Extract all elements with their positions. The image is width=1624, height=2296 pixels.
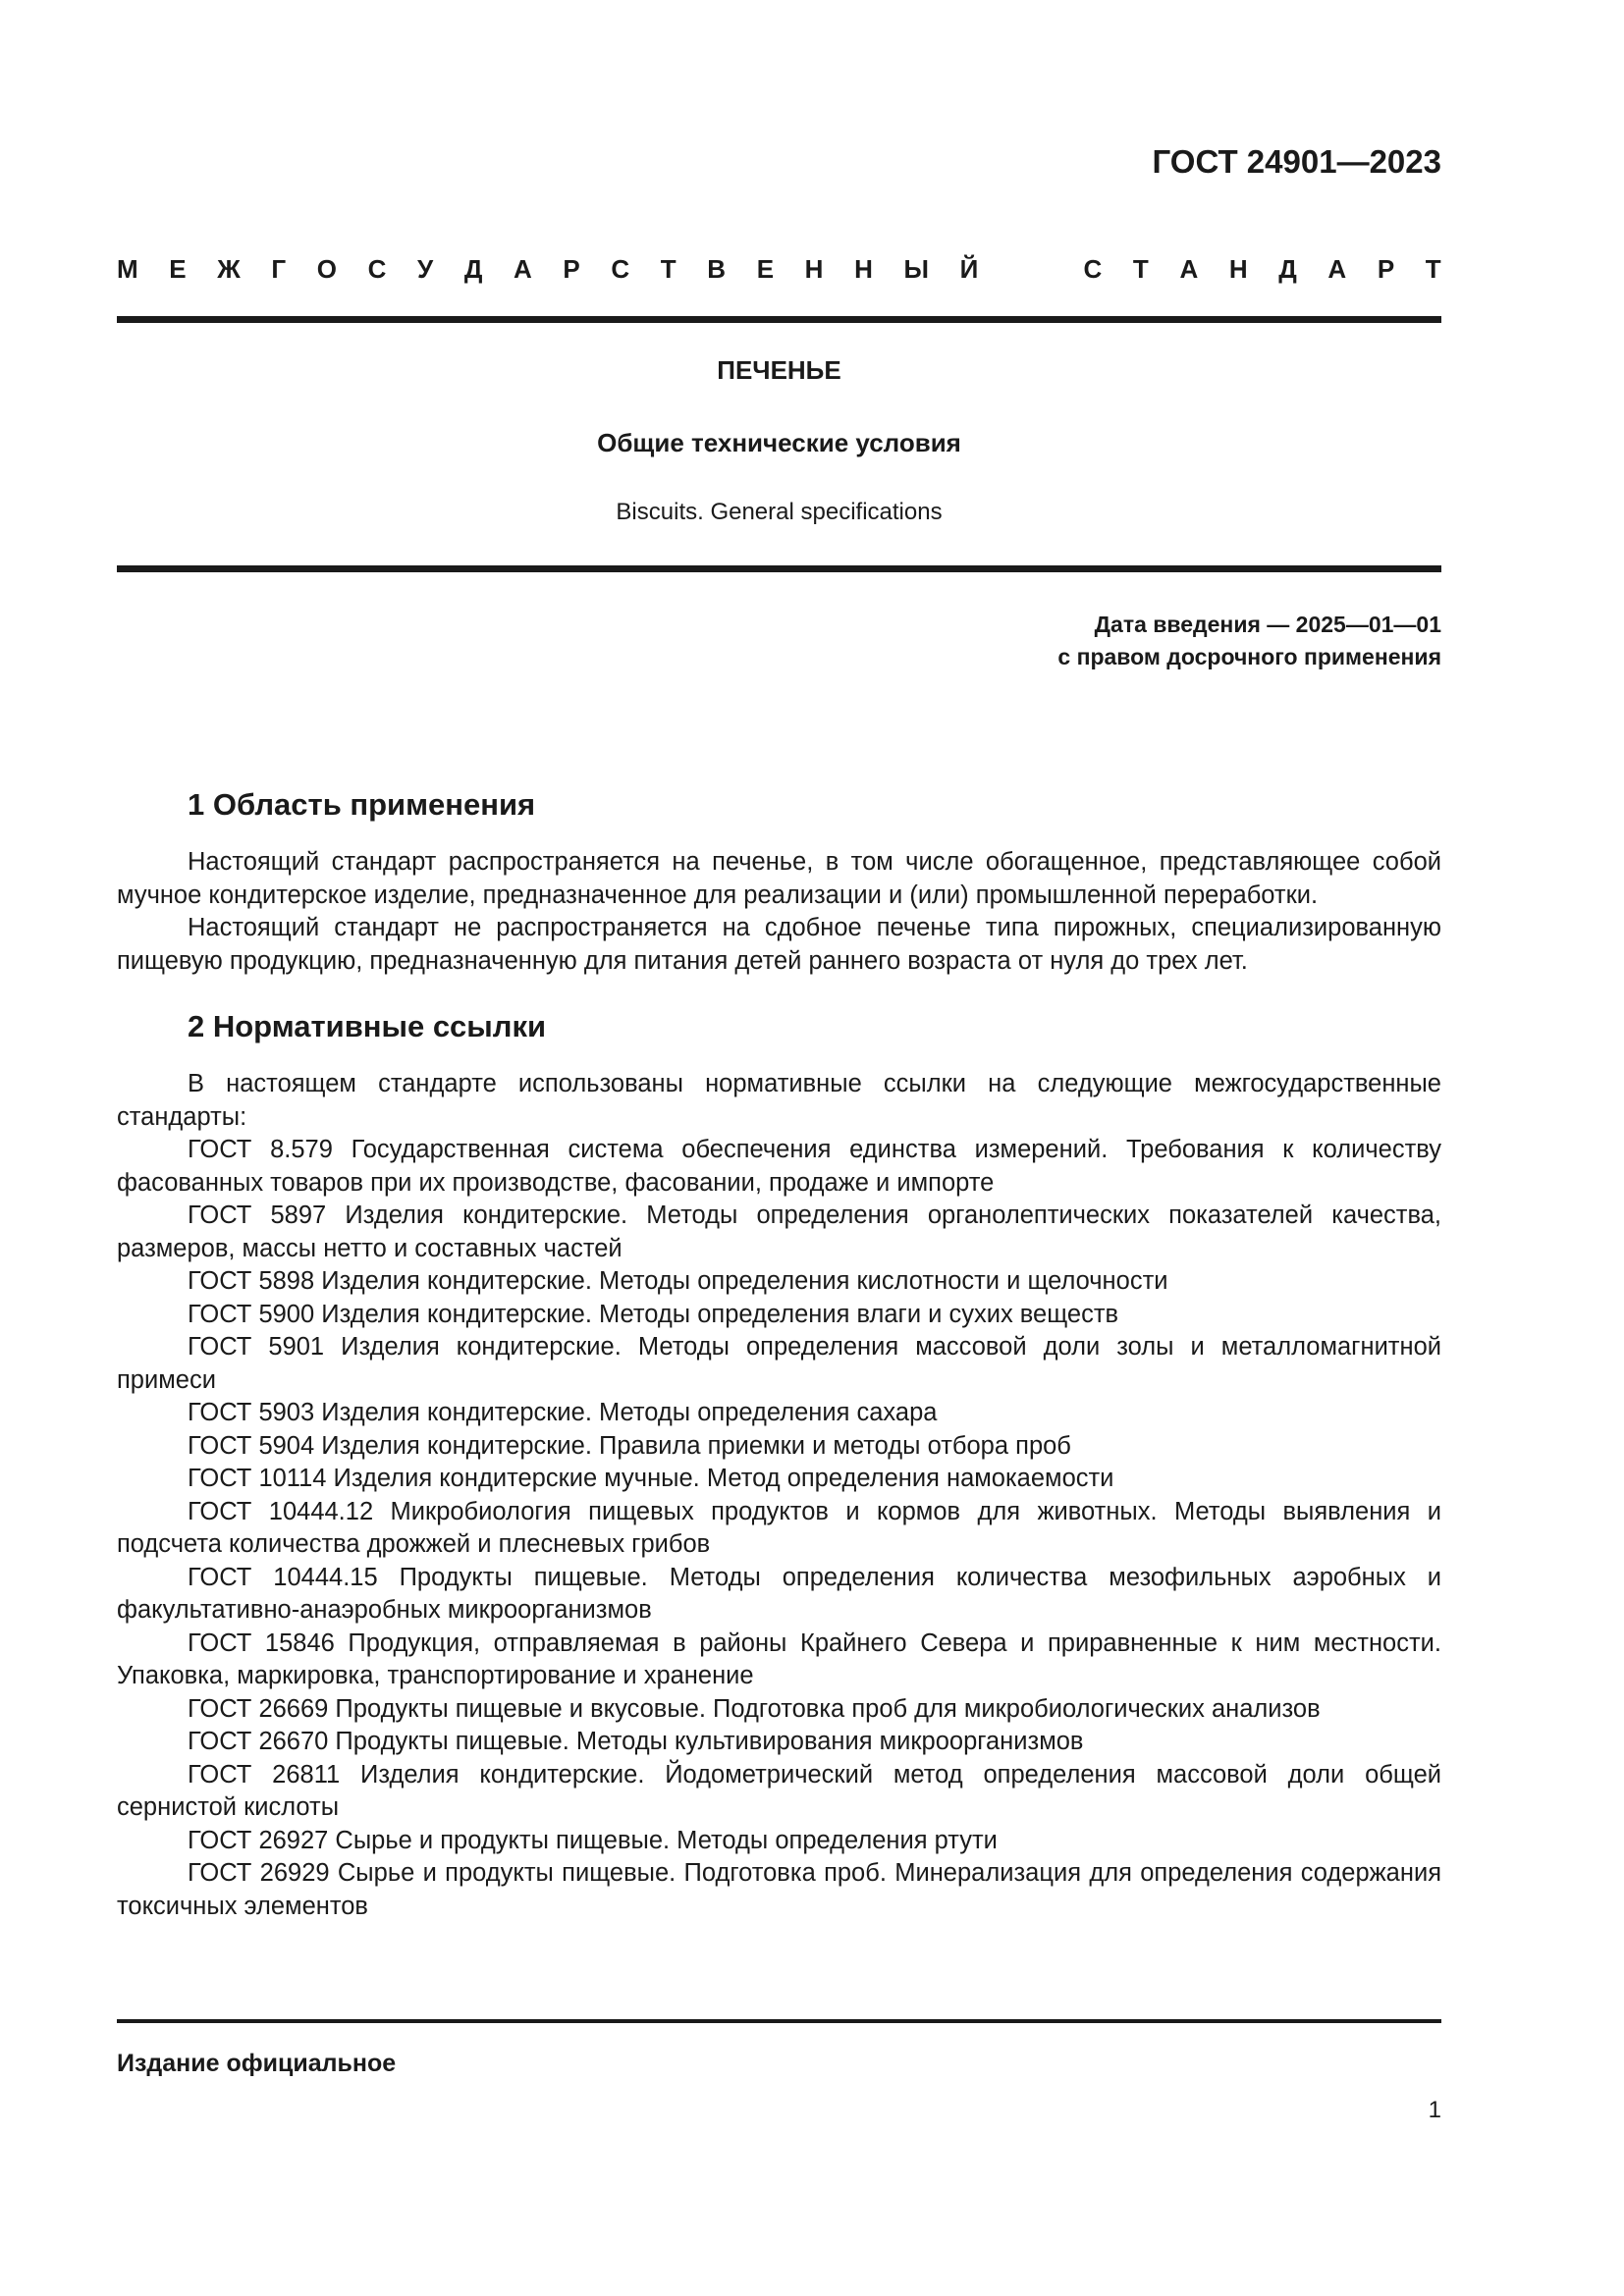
- standard-type-heading: [117, 251, 1441, 287]
- paragraph: Настоящий стандарт не распространяется на сдобное печенье типа пирожных, специализированную пищевую продукцию, предназначенную для питания детей раннего возраста от нуля до трех лет.: [117, 914, 1441, 975]
- heading-letter: Т: [1132, 254, 1149, 284]
- document-subtitle: Общие технические условия: [597, 428, 961, 457]
- reference-item: ГОСТ 26929 Сырье и продукты пищевые. Подготовка проб. Минерализация для определения содержания токсичных элементов: [117, 1859, 1441, 1920]
- heading-letter: С: [1083, 254, 1103, 284]
- heading-letter: А: [514, 254, 532, 284]
- reference-list: [117, 1134, 1441, 1923]
- heading-letter: Г: [271, 254, 287, 284]
- word-gap: [1009, 251, 1053, 287]
- heading-letter: У: [417, 254, 434, 284]
- heading-letter: Н: [1228, 254, 1248, 284]
- paragraph: В настоящем стандарте использованы нормативные ссылки на следующие межгосударственные стандарты:: [117, 1070, 1441, 1131]
- reference-item: ГОСТ 26670 Продукты пищевые. Методы культивирования микроорганизмов: [188, 1728, 1084, 1755]
- document-title-english: Biscuits. General specifications: [616, 499, 943, 525]
- title-rule: [117, 565, 1441, 572]
- reference-item: ГОСТ 10444.12 Микробиология пищевых продуктов и кормов для животных. Методы выявления и подсчета количества дрожжей и плесневых грибов: [117, 1497, 1441, 1558]
- heading-letter: В: [707, 254, 727, 284]
- heading-letter: Н: [854, 254, 873, 284]
- heading-letter: А: [1179, 254, 1199, 284]
- heading-letter: Ж: [217, 254, 241, 284]
- document-body: [117, 785, 1441, 1923]
- introduction-date: Дата введения — 2025—01—01: [1094, 612, 1441, 637]
- header-rule: [117, 316, 1441, 323]
- heading-letter: А: [1327, 254, 1347, 284]
- reference-item: ГОСТ 5900 Изделия кондитерские. Методы определения влаги и сухих веществ: [188, 1300, 1119, 1328]
- heading-letter: Е: [756, 254, 775, 284]
- official-edition-label: Издание официальное: [117, 2050, 397, 2077]
- reference-item: ГОСТ 26669 Продукты пищевые и вкусовые. Подготовка проб для микробиологических анализов: [188, 1694, 1321, 1723]
- heading-letter: С: [367, 254, 387, 284]
- document-title: ПЕЧЕНЬЕ: [717, 355, 841, 385]
- page-number: 1: [1428, 2097, 1441, 2123]
- heading-letter: Р: [1377, 254, 1395, 284]
- heading-letter: Д: [463, 254, 483, 284]
- reference-item: ГОСТ 26927 Сырье и продукты пищевые. Методы определения ртути: [188, 1826, 998, 1854]
- heading-letter: Й: [959, 254, 979, 284]
- reference-item: ГОСТ 5901 Изделия кондитерские. Методы определения массовой доли золы и металломагнитной примеси: [117, 1333, 1441, 1394]
- reference-item: ГОСТ 10114 Изделия кондитерские мучные. Метод определения намокаемости: [188, 1465, 1114, 1492]
- reference-item: ГОСТ 5897 Изделия кондитерские. Методы определения органолептических показателей качества, размеров, массы нетто и составных частей: [117, 1201, 1441, 1262]
- reference-item: ГОСТ 15846 Продукция, отправляемая в районы Крайнего Севера и приравненные к ним местности. Упаковка, маркировка, транспортирование и хранение: [117, 1629, 1441, 1689]
- heading-letter: Н: [804, 254, 824, 284]
- section-normative-references: [117, 1007, 1441, 1923]
- heading-letter: Ы: [903, 254, 929, 284]
- reference-item: ГОСТ 5898 Изделия кондитерские. Методы определения кислотности и щелочности: [188, 1267, 1168, 1295]
- reference-item: ГОСТ 5904 Изделия кондитерские. Правила приемки и методы отбора проб: [188, 1431, 1071, 1460]
- heading-letter: Т: [660, 254, 677, 284]
- section-heading: 2 Нормативные ссылки: [188, 1009, 547, 1043]
- reference-item: ГОСТ 10444.15 Продукты пищевые. Методы определения количества мезофильных аэробных и факультативно-анаэробных микроорганизмов: [117, 1563, 1441, 1624]
- reference-item: ГОСТ 26811 Изделия кондитерские. Йодометрический метод определения массовой доли общей сернистой кислоты: [117, 1760, 1441, 1821]
- paragraph: Настоящий стандарт распространяется на печенье, в том числе обогащенное, представляющее собой мучное кондитерское изделие, предназначенное для реализации и (или) промышленной переработки.: [117, 848, 1441, 909]
- heading-letter: О: [316, 254, 337, 284]
- section-scope: [117, 785, 1441, 978]
- heading-letter: Е: [169, 254, 187, 284]
- reference-item: ГОСТ 8.579 Государственная система обеспечения единства измерений. Требования к количеству фасованных товаров при их производстве, фасовании, продаже и импорте: [117, 1136, 1441, 1197]
- section-heading: 1 Область применения: [188, 787, 536, 822]
- heading-letter: Д: [1278, 254, 1297, 284]
- introduction-date-block: [1057, 609, 1441, 673]
- early-use-note: с правом досрочного применения: [1057, 644, 1441, 669]
- footer-rule: [117, 2019, 1441, 2023]
- heading-letter: М: [117, 254, 138, 284]
- heading-letter: Р: [563, 254, 580, 284]
- reference-item: ГОСТ 5903 Изделия кондитерские. Методы определения сахара: [188, 1399, 938, 1426]
- heading-letter: С: [611, 254, 630, 284]
- heading-letter: Т: [1425, 254, 1441, 284]
- document-number: ГОСТ 24901—2023: [1152, 143, 1441, 180]
